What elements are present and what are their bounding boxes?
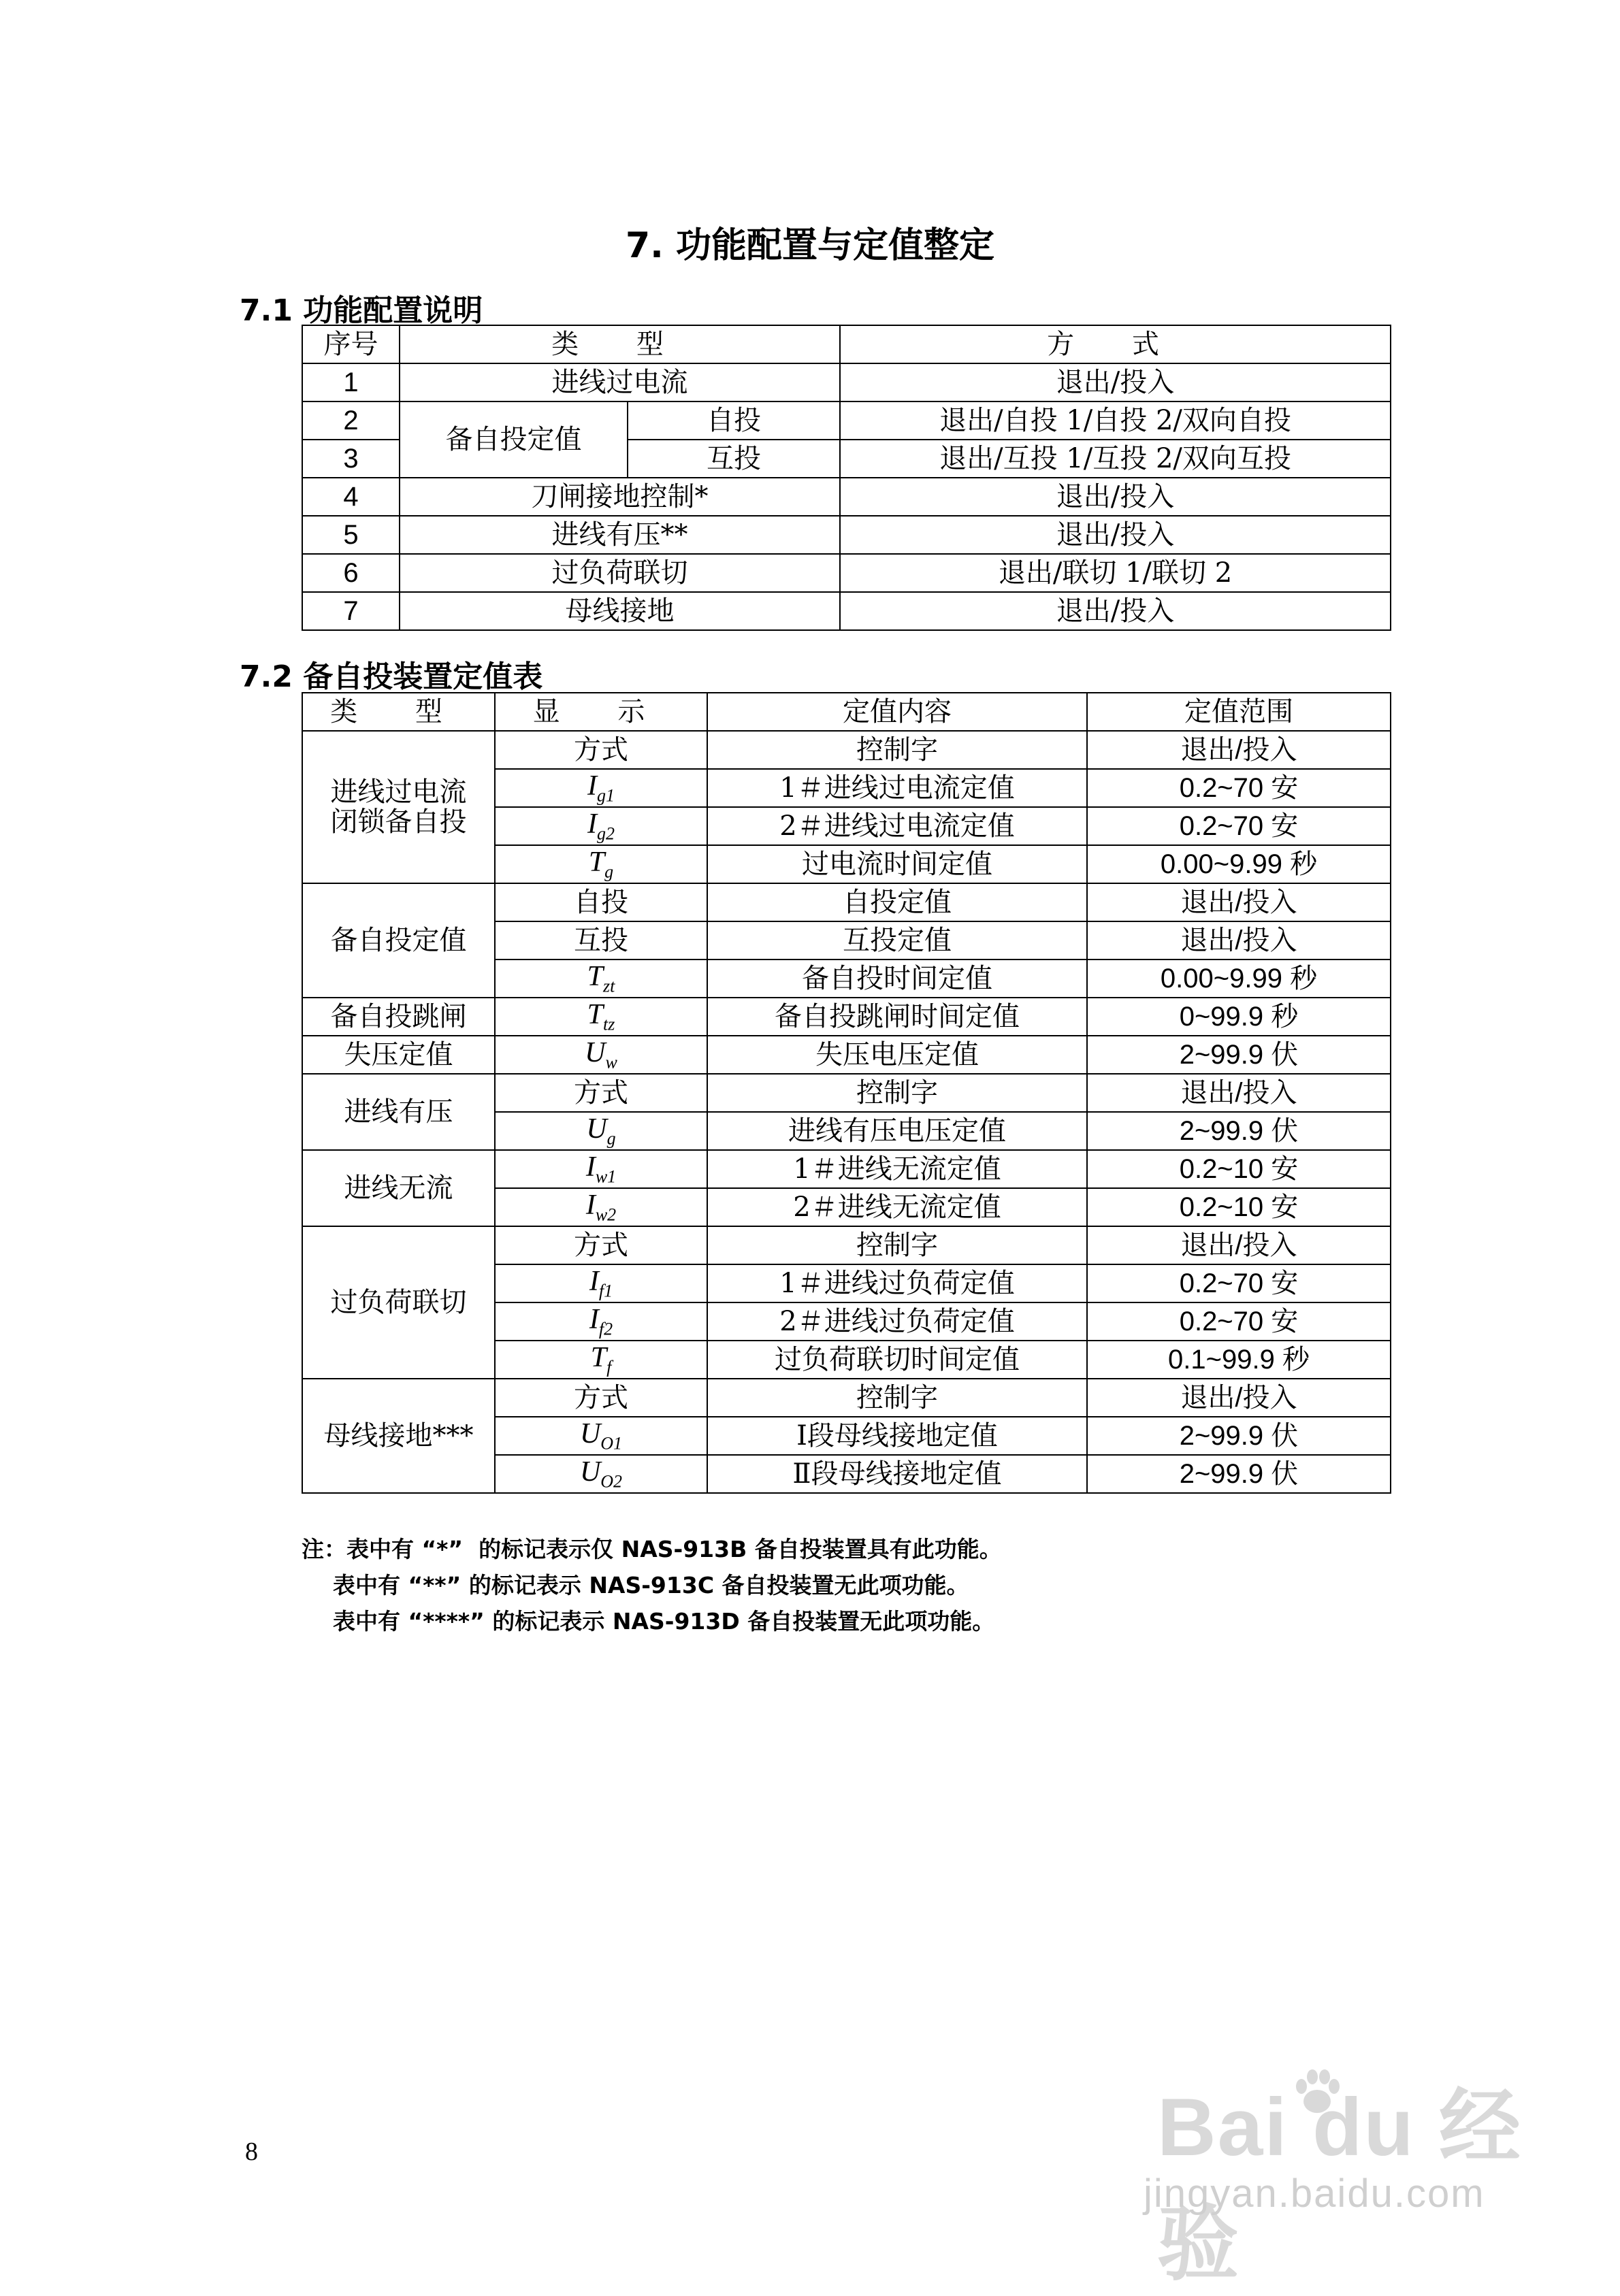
symbol-subscript: O1 bbox=[600, 1433, 623, 1454]
symbol: U bbox=[579, 1456, 601, 1488]
symbol-subscript: g2 bbox=[597, 823, 615, 844]
table-header-row bbox=[302, 693, 1391, 731]
symbol: I bbox=[589, 1304, 599, 1335]
row-mode: 退出/自投 1/自投 2/双向自投 bbox=[840, 401, 1391, 440]
section-heading-settings-table: 7.2 备自投装置定值表 bbox=[240, 659, 543, 694]
symbol: T bbox=[588, 847, 605, 878]
row-no: 6 bbox=[302, 554, 400, 592]
display-cell bbox=[495, 1341, 707, 1379]
range-cell: 退出/投入 bbox=[1087, 1379, 1391, 1417]
range-cell: 退出/投入 bbox=[1087, 921, 1391, 960]
table-row bbox=[302, 401, 1391, 440]
row-group: 备自投定值 bbox=[400, 401, 628, 478]
display-cell: 方式 bbox=[495, 1226, 707, 1264]
content-cell: 过电流时间定值 bbox=[707, 845, 1087, 883]
symbol: T bbox=[590, 1342, 607, 1373]
range-cell: 0.2~10 安 bbox=[1087, 1188, 1391, 1226]
group-name: 母线接地*** bbox=[302, 1379, 495, 1493]
row-mode: 退出/投入 bbox=[840, 478, 1391, 516]
function-config-table bbox=[302, 325, 1391, 631]
display-cell bbox=[495, 769, 707, 807]
display-cell bbox=[495, 807, 707, 845]
content-cell: 备自投时间定值 bbox=[707, 960, 1087, 998]
range-cell: 0.2~70 安 bbox=[1087, 1264, 1391, 1302]
table-row bbox=[302, 1226, 1391, 1264]
content-cell: 2＃进线过电流定值 bbox=[707, 807, 1087, 845]
range-cell: 0~99.9 秒 bbox=[1087, 998, 1391, 1036]
row-no: 2 bbox=[302, 401, 400, 440]
table-row bbox=[302, 1074, 1391, 1112]
table-row bbox=[302, 554, 1391, 592]
header-type: 类 型 bbox=[302, 693, 495, 731]
row-type: 过负荷联切 bbox=[400, 554, 840, 592]
page-number: 8 bbox=[245, 2137, 258, 2166]
symbol-subscript: f1 bbox=[598, 1281, 613, 1301]
display-cell: 方式 bbox=[495, 1379, 707, 1417]
display-cell: 自投 bbox=[495, 883, 707, 921]
symbol-subscript: f bbox=[606, 1357, 612, 1377]
header-mode: 方 式 bbox=[840, 325, 1391, 363]
symbol: T bbox=[587, 961, 603, 992]
table-row bbox=[302, 998, 1391, 1036]
symbol: U bbox=[586, 1113, 607, 1145]
row-type: 进线有压** bbox=[400, 516, 840, 554]
display-cell bbox=[495, 1188, 707, 1226]
table-row bbox=[302, 1036, 1391, 1074]
symbol: I bbox=[585, 1151, 596, 1183]
symbol-subscript: w bbox=[605, 1052, 617, 1072]
range-cell: 2~99.9 伏 bbox=[1087, 1417, 1391, 1455]
range-cell: 0.1~99.9 秒 bbox=[1087, 1341, 1391, 1379]
range-cell: 退出/投入 bbox=[1087, 1074, 1391, 1112]
row-no: 5 bbox=[302, 516, 400, 554]
symbol: I bbox=[589, 1266, 599, 1297]
symbol: I bbox=[587, 808, 597, 840]
watermark-url: jingyan.baidu.com bbox=[1144, 2171, 1485, 2216]
display-cell bbox=[495, 845, 707, 883]
header-type: 类 型 bbox=[400, 325, 840, 363]
range-cell: 退出/投入 bbox=[1087, 731, 1391, 769]
symbol-subscript: zt bbox=[603, 976, 615, 996]
content-cell: 互投定值 bbox=[707, 921, 1087, 960]
content-cell: Ⅰ段母线接地定值 bbox=[707, 1417, 1087, 1455]
display-cell bbox=[495, 1036, 707, 1074]
display-cell: 方式 bbox=[495, 731, 707, 769]
symbol-subscript: O2 bbox=[600, 1471, 623, 1492]
range-cell: 2~99.9 伏 bbox=[1087, 1112, 1391, 1150]
table-row bbox=[302, 478, 1391, 516]
content-cell: Ⅱ段母线接地定值 bbox=[707, 1455, 1087, 1493]
settings-table bbox=[302, 692, 1391, 1494]
range-cell: 2~99.9 伏 bbox=[1087, 1455, 1391, 1493]
group-name: 进线无流 bbox=[302, 1150, 495, 1226]
range-cell: 0.2~10 安 bbox=[1087, 1150, 1391, 1188]
row-no: 1 bbox=[302, 363, 400, 401]
header-no: 序号 bbox=[302, 325, 400, 363]
header-range: 定值范围 bbox=[1087, 693, 1391, 731]
symbol: U bbox=[585, 1037, 606, 1068]
row-mode: 退出/投入 bbox=[840, 592, 1391, 630]
row-no: 7 bbox=[302, 592, 400, 630]
table-row bbox=[302, 1379, 1391, 1417]
footnote: 表中有 “**” 的标记表示 NAS-913C 备自投装置无此项功能。 bbox=[302, 1572, 969, 1598]
content-cell: 过负荷联切时间定值 bbox=[707, 1341, 1087, 1379]
content-cell: 进线有压电压定值 bbox=[707, 1112, 1087, 1150]
row-type: 刀闸接地控制* bbox=[400, 478, 840, 516]
content-cell: 自投定值 bbox=[707, 883, 1087, 921]
symbol-subscript: w2 bbox=[595, 1204, 617, 1225]
symbol: U bbox=[579, 1418, 601, 1449]
group-name: 进线有压 bbox=[302, 1074, 495, 1150]
range-cell: 0.00~9.99 秒 bbox=[1087, 960, 1391, 998]
table-row bbox=[302, 883, 1391, 921]
table-row bbox=[302, 731, 1391, 769]
row-mode: 退出/互投 1/互投 2/双向互投 bbox=[840, 440, 1391, 478]
content-cell: 2＃进线过负荷定值 bbox=[707, 1302, 1087, 1341]
footnote: 注：表中有 “*” 的标记表示仅 NAS-913B 备自投装置具有此功能。 bbox=[302, 1536, 1002, 1562]
range-cell: 退出/投入 bbox=[1087, 883, 1391, 921]
symbol-subscript: f2 bbox=[598, 1319, 613, 1339]
content-cell: 控制字 bbox=[707, 1379, 1087, 1417]
footnote: 表中有 “****” 的标记表示 NAS-913D 备自投装置无此项功能。 bbox=[302, 1608, 995, 1635]
watermark-logo: Bai du 经验 bbox=[1157, 2082, 1523, 2290]
row-mode: 退出/投入 bbox=[840, 363, 1391, 401]
group-name: 进线过电流闭锁备自投 bbox=[302, 731, 495, 883]
row-mode: 退出/联切 1/联切 2 bbox=[840, 554, 1391, 592]
display-cell bbox=[495, 1112, 707, 1150]
header-display: 显 示 bbox=[495, 693, 707, 731]
row-type: 进线过电流 bbox=[400, 363, 840, 401]
group-name: 备自投定值 bbox=[302, 883, 495, 998]
group-name: 过负荷联切 bbox=[302, 1226, 495, 1379]
group-name: 备自投跳闸 bbox=[302, 998, 495, 1036]
content-cell: 备自投跳闸时间定值 bbox=[707, 998, 1087, 1036]
content-cell: 2＃进线无流定值 bbox=[707, 1188, 1087, 1226]
display-cell bbox=[495, 1302, 707, 1341]
range-cell: 0.2~70 安 bbox=[1087, 769, 1391, 807]
table-row bbox=[302, 363, 1391, 401]
range-cell: 2~99.9 伏 bbox=[1087, 1036, 1391, 1074]
range-cell: 0.00~9.99 秒 bbox=[1087, 845, 1391, 883]
table-row bbox=[302, 592, 1391, 630]
row-type: 母线接地 bbox=[400, 592, 840, 630]
content-cell: 1＃进线无流定值 bbox=[707, 1150, 1087, 1188]
display-cell bbox=[495, 1150, 707, 1188]
watermark bbox=[1116, 2062, 1552, 2290]
content-cell: 控制字 bbox=[707, 1226, 1087, 1264]
symbol-subscript: g1 bbox=[597, 785, 615, 806]
symbol: T bbox=[587, 999, 603, 1030]
range-cell: 0.2~70 安 bbox=[1087, 807, 1391, 845]
page-title: 7. 功能配置与定值整定 bbox=[625, 225, 995, 266]
display-cell bbox=[495, 1417, 707, 1455]
table-row bbox=[302, 516, 1391, 554]
symbol-subscript: w1 bbox=[595, 1166, 617, 1187]
row-no: 4 bbox=[302, 478, 400, 516]
content-cell: 控制字 bbox=[707, 1074, 1087, 1112]
row-subtype: 互投 bbox=[628, 440, 840, 478]
row-subtype: 自投 bbox=[628, 401, 840, 440]
content-cell: 失压电压定值 bbox=[707, 1036, 1087, 1074]
symbol-subscript: tz bbox=[603, 1014, 615, 1034]
display-cell bbox=[495, 960, 707, 998]
table-header-row bbox=[302, 325, 1391, 363]
table-row bbox=[302, 1150, 1391, 1188]
range-cell: 退出/投入 bbox=[1087, 1226, 1391, 1264]
display-cell bbox=[495, 998, 707, 1036]
display-cell: 方式 bbox=[495, 1074, 707, 1112]
display-cell bbox=[495, 1264, 707, 1302]
symbol: I bbox=[587, 770, 597, 802]
row-mode: 退出/投入 bbox=[840, 516, 1391, 554]
header-content: 定值内容 bbox=[707, 693, 1087, 731]
display-cell bbox=[495, 1455, 707, 1493]
content-cell: 1＃进线过负荷定值 bbox=[707, 1264, 1087, 1302]
display-cell: 互投 bbox=[495, 921, 707, 960]
symbol: I bbox=[585, 1190, 596, 1221]
range-cell: 0.2~70 安 bbox=[1087, 1302, 1391, 1341]
symbol-subscript: g bbox=[606, 1128, 616, 1149]
group-name: 失压定值 bbox=[302, 1036, 495, 1074]
content-cell: 1＃进线过电流定值 bbox=[707, 769, 1087, 807]
row-no: 3 bbox=[302, 440, 400, 478]
symbol-subscript: g bbox=[604, 862, 614, 882]
footnotes bbox=[302, 1531, 1002, 1639]
content-cell: 控制字 bbox=[707, 731, 1087, 769]
section-heading-function-config: 7.1 功能配置说明 bbox=[240, 293, 483, 328]
